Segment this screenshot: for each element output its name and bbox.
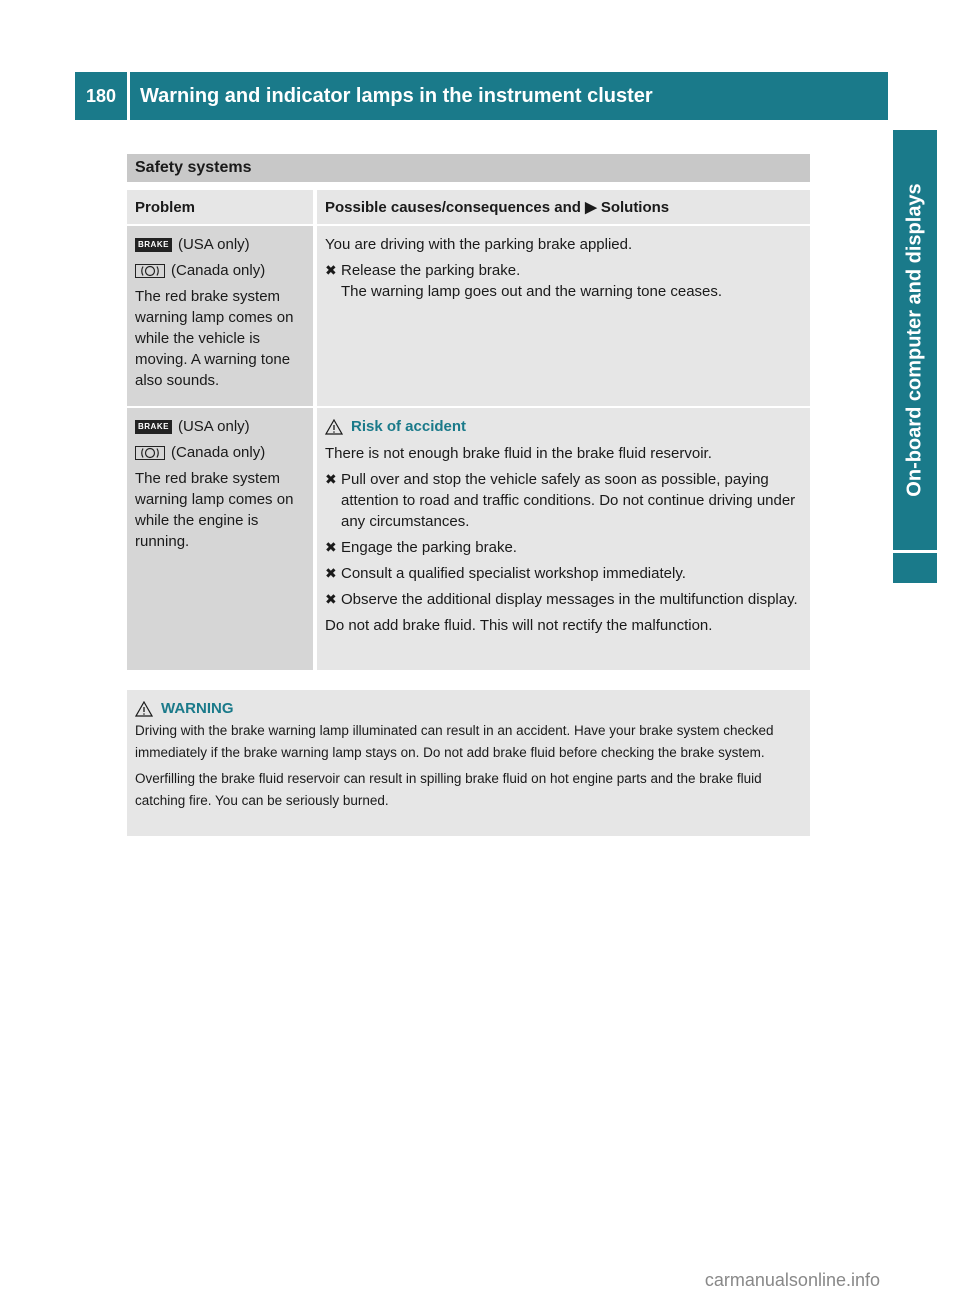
- step-arrow-icon: ✖: [325, 565, 337, 581]
- brake-circle-icon: [135, 446, 165, 460]
- solution-step: [325, 537, 802, 558]
- column-header-solutions: Possible causes/consequences and ▶ Solutions: [317, 190, 810, 224]
- risk-heading: [325, 416, 802, 437]
- page-number: 180: [75, 72, 127, 120]
- table-header: [127, 190, 810, 224]
- step-text: Pull over and stop the vehicle safely as soon as possible, paying attention to road and traffic conditions. Do not continue driving under any circumstances.: [341, 471, 796, 530]
- solution-step: [325, 589, 802, 610]
- usa-only-label: (USA only): [177, 236, 250, 253]
- brake-circle-icon: [135, 264, 165, 278]
- solution-cell: [317, 408, 810, 670]
- section-title: Safety systems: [127, 154, 810, 182]
- canada-only-label: (Canada only): [171, 262, 266, 279]
- cause-text: You are driving with the parking brake applied.: [325, 236, 633, 253]
- canada-indicator-line: [135, 442, 305, 463]
- column-header-problem: Problem: [127, 190, 313, 224]
- step-text: Engage the parking brake.: [341, 539, 517, 556]
- note-text: Do not add brake fluid. This will not rectify the malfunction.: [325, 617, 713, 634]
- problem-cell: [127, 408, 313, 670]
- warning-box: [127, 690, 810, 836]
- brake-icon: BRAKE: [135, 238, 172, 252]
- side-tab-marker: [893, 553, 937, 583]
- warning-heading: [135, 698, 802, 720]
- chapter-title: Warning and indicator lamps in the instrument cluster: [130, 72, 888, 120]
- step-text: Consult a qualified specialist workshop immediately.: [341, 565, 686, 582]
- step-text: Observe the additional display messages in the multifunction display.: [341, 591, 798, 608]
- step-arrow-icon: ✖: [325, 591, 337, 607]
- warning-triangle-icon: [325, 419, 343, 435]
- warning-title: WARNING: [161, 700, 234, 717]
- table-row: [127, 408, 810, 670]
- brake-icon: BRAKE: [135, 420, 172, 434]
- step-arrow-icon: ✖: [325, 539, 337, 555]
- cause-text: There is not enough brake fluid in the brake fluid reservoir.: [325, 445, 712, 462]
- watermark: carmanualsonline.info: [704, 1270, 880, 1290]
- warning-triangle-icon: [135, 701, 153, 717]
- table-row: [127, 226, 810, 406]
- canada-indicator-line: [135, 260, 305, 281]
- problem-text: The red brake system warning lamp comes on while the engine is running.: [135, 470, 294, 550]
- problem-text: The red brake system warning lamp comes on while the vehicle is moving. A warning tone also sounds.: [135, 288, 294, 389]
- solution-cell: [317, 226, 810, 406]
- solution-step: [325, 563, 802, 584]
- solution-step: [325, 469, 802, 532]
- side-tab-label: On-board computer and displays: [903, 183, 926, 497]
- step-arrow-icon: ✖: [325, 262, 337, 278]
- step-arrow-icon: ✖: [325, 471, 337, 487]
- solution-step: [325, 260, 802, 302]
- step-text: [341, 260, 722, 302]
- canada-only-label: (Canada only): [171, 444, 266, 461]
- usa-indicator-line: [135, 234, 305, 255]
- problem-cell: [127, 226, 313, 406]
- warning-paragraph: Driving with the brake warning lamp illuminated can result in an accident. Have your brake system checked immediately if the brake warning lamp stays on. Do not add brake fluid before checking the brake system.: [135, 723, 774, 760]
- warning-paragraph: Overfilling the brake fluid reservoir can result in spilling brake fluid on hot engine parts and the brake fluid catching fire. You can be seriously burned.: [135, 771, 762, 808]
- usa-indicator-line: [135, 416, 305, 437]
- step-result: The warning lamp goes out and the warning tone ceases.: [341, 283, 723, 300]
- safety-systems-table: [127, 190, 810, 670]
- step-instruction: Release the parking brake.: [341, 262, 521, 279]
- risk-title: Risk of accident: [351, 418, 467, 435]
- usa-only-label: (USA only): [177, 418, 250, 435]
